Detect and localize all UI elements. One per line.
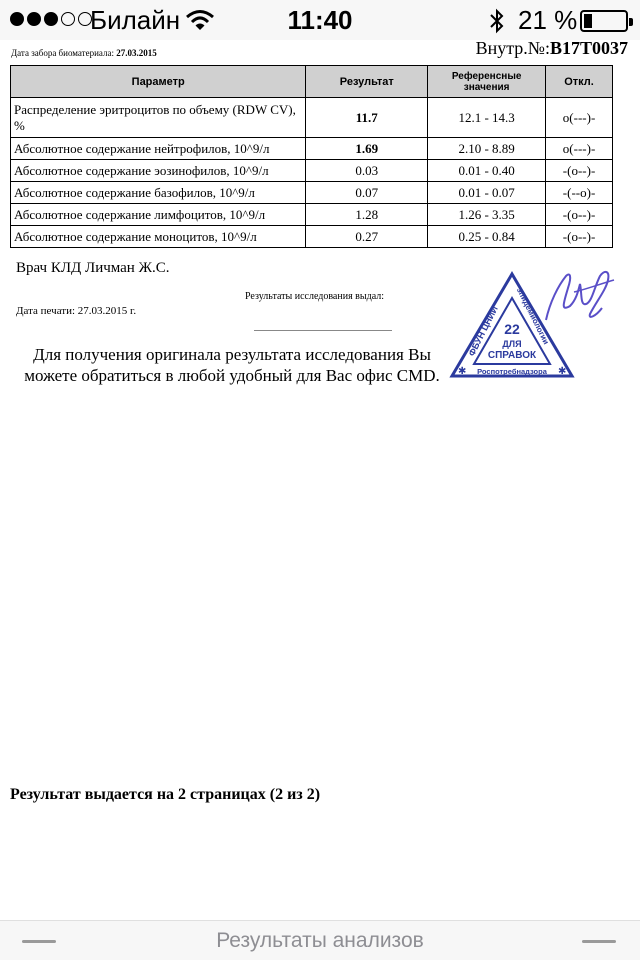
minus-icon[interactable] <box>582 940 616 943</box>
cell-result: 0.27 <box>306 226 428 248</box>
internal-number-label: Внутр.№: <box>475 38 550 58</box>
stamp-star-left: ✱ <box>458 366 467 377</box>
header-result: Результат <box>306 66 428 98</box>
signature-line <box>254 330 392 331</box>
table-row <box>11 226 613 248</box>
battery-level <box>584 14 592 28</box>
signature <box>540 262 618 332</box>
stamp-left-text: ФБУН ЦНИИ <box>466 304 500 358</box>
stamp-bottom: Роспотребнадзора <box>477 367 547 376</box>
cell-deviation: -(о--)- <box>546 226 613 248</box>
cell-ref: 0.01 - 0.07 <box>428 182 546 204</box>
table-row <box>11 138 613 160</box>
table-header-row <box>11 66 613 98</box>
cell-result: 1.28 <box>306 204 428 226</box>
table-row <box>11 182 613 204</box>
cell-deviation: о(---)- <box>546 98 613 138</box>
cell-ref: 1.26 - 3.35 <box>428 204 546 226</box>
stamp-line1: ДЛЯ <box>502 339 522 349</box>
clock: 11:40 <box>287 5 353 35</box>
cell-ref: 0.01 - 0.40 <box>428 160 546 182</box>
internal-number <box>476 38 628 59</box>
header-ref-line2: значения <box>463 81 510 93</box>
battery-percent: 21 % <box>518 5 578 35</box>
results-table <box>10 65 613 248</box>
stamp-right-text: эпидемиологии <box>514 286 551 346</box>
battery-icon <box>580 10 628 32</box>
collection-date <box>11 48 157 58</box>
collection-date-value: 27.03.2015 <box>116 48 157 58</box>
cell-ref: 2.10 - 8.89 <box>428 138 546 160</box>
stamp-star-right: ✱ <box>558 366 567 377</box>
collection-date-label: Дата забора биоматериала: <box>11 48 114 58</box>
header-ref <box>428 66 546 98</box>
print-date: Дата печати: 27.03.2015 г. <box>16 305 137 317</box>
bluetooth-icon <box>488 8 506 34</box>
carrier-name: Билайн <box>90 5 181 35</box>
table-row <box>11 204 613 226</box>
issued-by-label: Результаты исследования выдал: <box>245 291 384 302</box>
cell-param: Абсолютное содержание эозинофилов, 10^9/л <box>11 160 306 182</box>
header-param: Параметр <box>11 66 306 98</box>
cell-result: 0.03 <box>306 160 428 182</box>
toolbar-title: Результаты анализов <box>216 929 424 952</box>
bottom-toolbar <box>0 920 640 960</box>
pages-note: Результат выдается на 2 страницах (2 из 2) <box>10 786 321 803</box>
table-row <box>11 98 613 138</box>
internal-number-value: B17T0037 <box>549 38 628 58</box>
cell-deviation: о(---)- <box>546 138 613 160</box>
header-ref-line1: Референсные <box>451 70 522 82</box>
cell-deviation: -(--о)- <box>546 182 613 204</box>
cell-ref: 12.1 - 14.3 <box>428 98 546 138</box>
table-row <box>11 160 613 182</box>
doctor-name: Врач КЛД Личман Ж.С. <box>16 260 170 276</box>
stamp-number: 22 <box>504 321 520 337</box>
status-bar <box>0 0 640 40</box>
cell-ref: 0.25 - 0.84 <box>428 226 546 248</box>
cell-param: Распределение эритроцитов по объему (RDW CV), % <box>11 98 306 138</box>
cell-result: 1.69 <box>306 138 428 160</box>
original-note: Для получения оригинала результата исследования Вы можете обратиться в любой удобный для Вас офис CMD. <box>24 345 440 385</box>
cell-param: Абсолютное содержание базофилов, 10^9/л <box>11 182 306 204</box>
cell-param: Абсолютное содержание нейтрофилов, 10^9/л <box>11 138 306 160</box>
cell-result: 0.07 <box>306 182 428 204</box>
stamp-line2: СПРАВОК <box>487 350 537 361</box>
cell-param: Абсолютное содержание моноцитов, 10^9/л <box>11 226 306 248</box>
cell-deviation: -(о--)- <box>546 204 613 226</box>
cell-param: Абсолютное содержание лимфоцитов, 10^9/л <box>11 204 306 226</box>
battery-nub <box>629 18 633 26</box>
header-deviation: Откл. <box>546 66 613 98</box>
cell-deviation: -(о--)- <box>546 160 613 182</box>
cell-result: 11.7 <box>306 98 428 138</box>
